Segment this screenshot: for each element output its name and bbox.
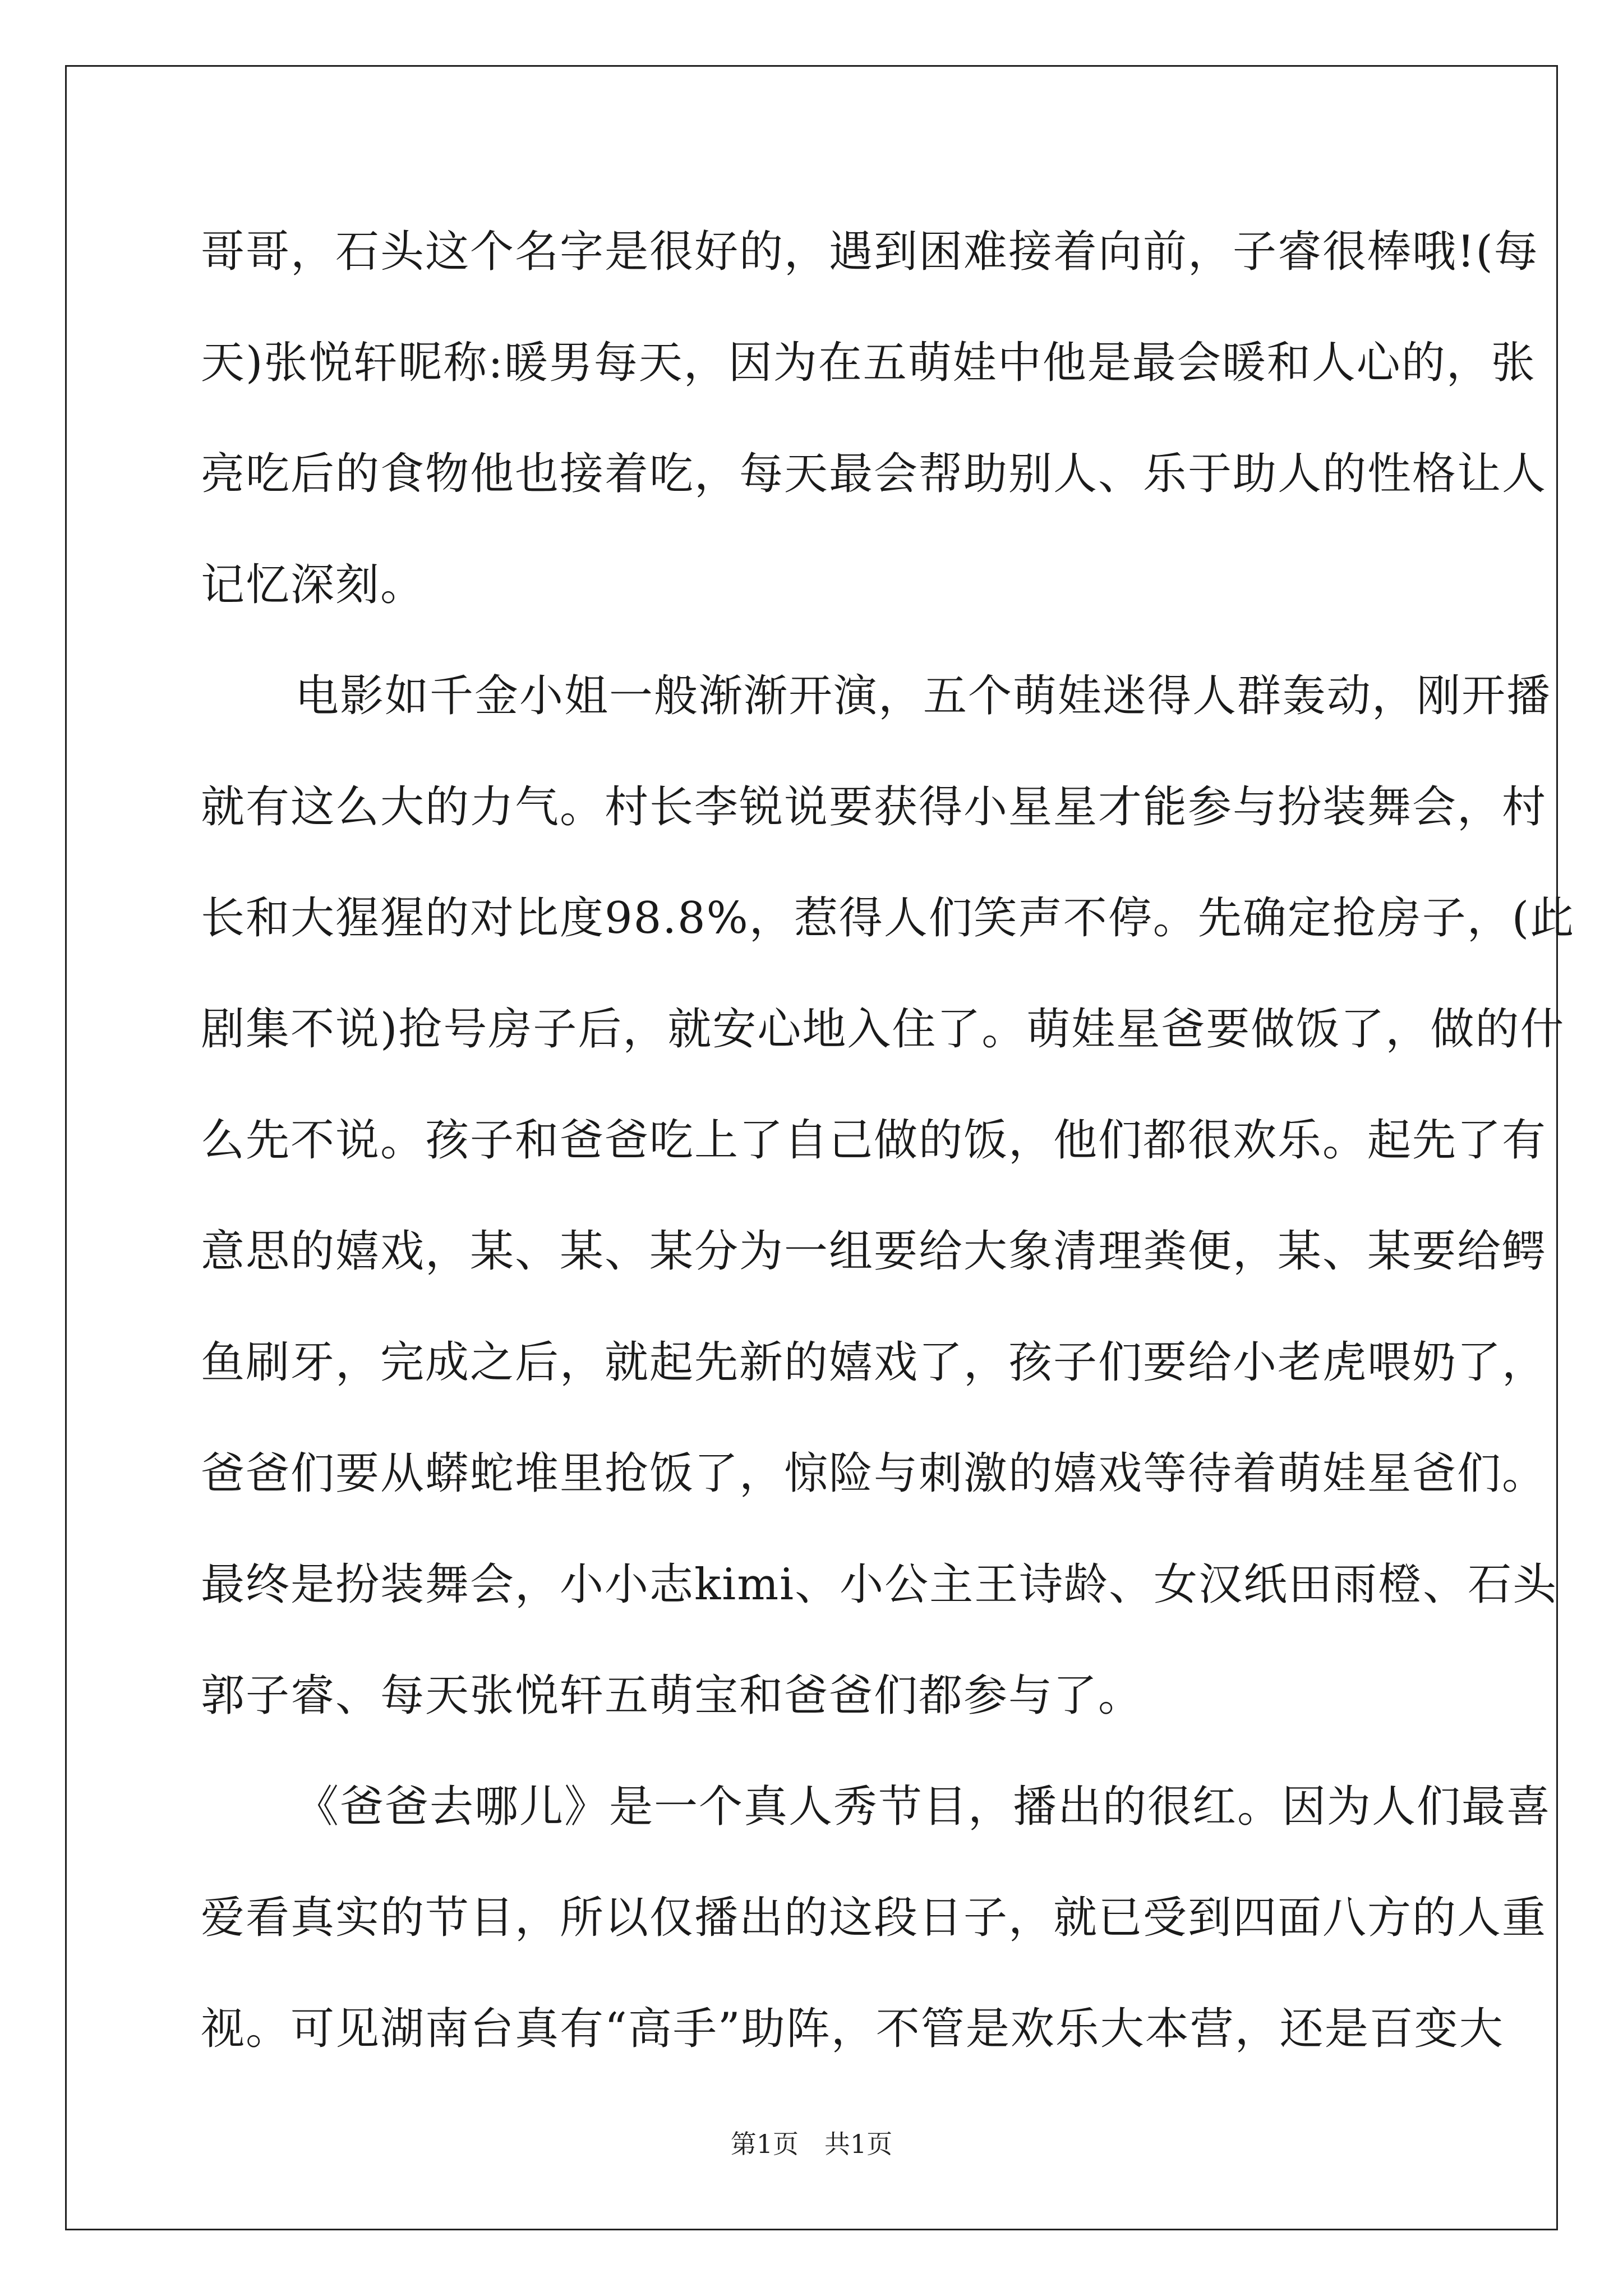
text-line: 记忆深刻。 — [201, 560, 426, 610]
page-number: 第1页 共1页 — [730, 2129, 893, 2159]
text-line: 剧集不说)抢号房子后，就安心地入住了。萌娃星爸要做饭了，做的什 — [201, 1004, 1565, 1055]
text-line: 么先不说。孩子和爸爸吃上了自己做的饭，他们都很欢乐。起先了有 — [201, 1115, 1547, 1166]
text-line: 《爸爸去哪儿》是一个真人秀节目，播出的很红。因为人们最喜 — [295, 1782, 1552, 1832]
text-line: 电影如千金小姐一般渐渐开演，五个萌娃迷得人群轰动，刚开播 — [295, 671, 1552, 721]
text-line: 哥哥，石头这个名字是很好的，遇到困难接着向前，子睿很棒哦!(每 — [201, 227, 1539, 277]
text-line: 天)张悦轩昵称:暖男每天，因为在五萌娃中他是最会暖和人心的，张 — [201, 338, 1536, 388]
text-line: 爱看真实的节目，所以仅播出的这段日子，就已受到四面八方的人重 — [201, 1893, 1547, 1943]
text-line: 爸爸们要从蟒蛇堆里抢饭了，惊险与刺激的嬉戏等待着萌娃星爸们。 — [201, 1448, 1547, 1499]
text-line: 郭子睿、每天张悦轩五萌宝和爸爸们都参与了。 — [201, 1671, 1144, 1721]
text-line: 就有这么大的力气。村长李锐说要获得小星星才能参与扮装舞会，村 — [201, 782, 1547, 832]
text-line: 长和大猩猩的对比度98.8%，惹得人们笑声不停。先确定抢房子，(此 — [201, 893, 1575, 944]
document-body — [201, 196, 1575, 2085]
text-line: 意思的嬉戏，某、某、某分为一组要给大象清理粪便，某、某要给鳄 — [201, 1226, 1547, 1277]
page-footer — [0, 2127, 1623, 2161]
text-line: 最终是扮装舞会，小小志kimi、小公主王诗龄、女汉纸田雨橙、石头 — [201, 1559, 1558, 1610]
text-line: 亮吃后的食物他也接着吃，每天最会帮助别人、乐于助人的性格让人 — [201, 449, 1547, 499]
text-line: 视。可见湖南台真有“高手”助阵，不管是欢乐大本营，还是百变大 — [201, 2004, 1504, 2054]
text-line: 鱼刷牙，完成之后，就起先新的嬉戏了，孩子们要给小老虎喂奶了， — [201, 1337, 1547, 1388]
